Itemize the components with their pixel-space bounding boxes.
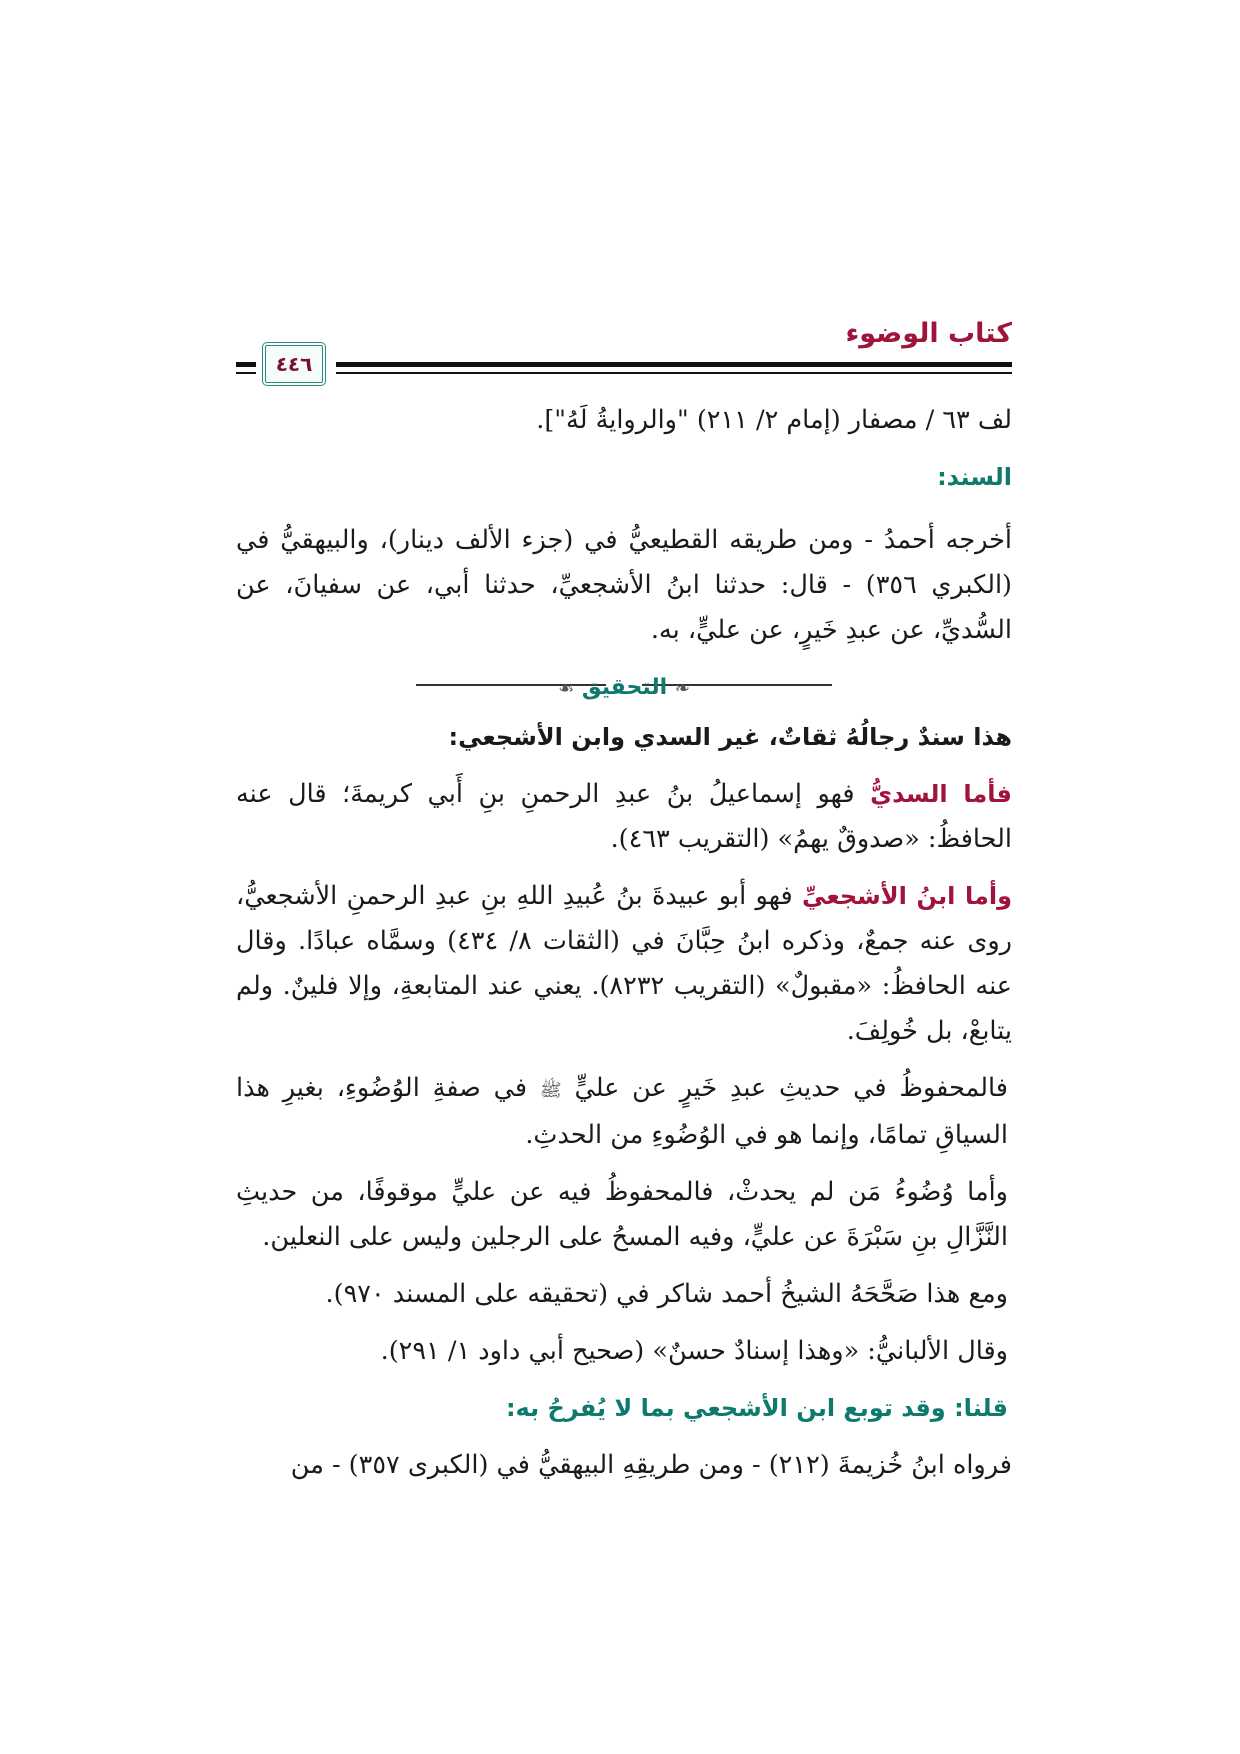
paragraph-ashjai — [236, 874, 1012, 1054]
paragraph-mahfuz-text-2: في صفةِ الوُضُوءِ، بغيرِ هذا السياقِ تمامًا، وإنما هو في الوُضُوءِ من الحدثِ. — [236, 1073, 1008, 1150]
tahqiq-divider — [236, 665, 1012, 705]
paragraph-mahfuz — [236, 1066, 1012, 1158]
honorific-glyph: ﷺ — [539, 1080, 562, 1101]
book-title: كتاب الوضوء — [845, 318, 1012, 349]
paragraph-suddi — [236, 772, 1012, 862]
paragraph-shakir: ومع هذا صَحَّحَهُ الشيخُ أحمد شاكر في (تحقيقه على المسند ٩٧٠). — [325, 1279, 1008, 1309]
header-rule-left — [236, 362, 256, 367]
header-rule-right — [336, 362, 1012, 367]
sanad-paragraph: أخرجه أحمدُ - ومن طريقه القطيعيُّ في (جزء الألف دينار)، والبيهقيُّ في (الكبري ٣٥٦) - قال: حدثنا ابنُ الأشجعيِّ، حدثنا أبي، عن سفيانَ، عن السُّديِّ، عن عبدِ خَيرٍ، عن عليٍّ، به. — [236, 525, 1013, 645]
header-rule-right-thin — [336, 372, 1012, 374]
paragraph-khuzayma: فرواه ابنُ خُزيمةَ (٢١٢) - ومن طريقِهِ البيهقيُّ في (الكبرى ٣٥٧) - من — [290, 1450, 1012, 1480]
page-number: ٤٤٦ — [275, 352, 313, 376]
paragraph-suddi-text: فهو إسماعيلُ بنُ عبدِ الرحمنِ بنِ أَبي كريمةَ؛ قال عنه الحافظُ: «صدوقٌ يهمُ» (التقريب ٤٦٣). — [236, 779, 1012, 854]
footnote-continuation: لف ٦٣ / مصفار (إمام ٢/ ٢١١) "والروايةُ لَهُ"]. — [536, 405, 1012, 435]
paragraph-ashjai-text: فهو أبو عبيدةَ بنُ عُبيدِ اللهِ بنِ عبدِ الرحمنِ الأشجعيُّ، روى عنه جمعٌ، وذكره ابنُ حِبَّانَ في (الثقات ٨/ ٤٣٤) وسمَّاه عبادًا. وقال عنه الحافظُ: «مقبولٌ» (التقريب ٨٢٣٢). يعني عند المتابعةِ، وإلا فلينٌ. ولم يتابعْ، بل خُولِفَ. — [236, 881, 1012, 1046]
tahqiq-heading — [558, 665, 690, 711]
page-header — [236, 318, 1012, 390]
paragraph-wudu: وأما وُضُوءُ مَن لم يحدثْ، فالمحفوظُ فيه عن عليٍّ موقوفًا، من حديثِ النَّزَّالِ بنِ سَبْرَةَ عن عليٍّ، وفيه المسحُ على الرجلين وليس على النعلين. — [236, 1177, 1008, 1252]
paragraph-mahfuz-text: فالمحفوظُ في حديثِ عبدِ خَيرٍ عن عليٍّ — [574, 1073, 1008, 1103]
page-body — [236, 398, 1012, 1500]
header-rule-left-thin — [236, 372, 256, 374]
highlight-ashjai: وأما ابنُ الأشجعيِّ — [802, 882, 1012, 910]
highlight-suddi: فأما السديُّ — [870, 780, 1012, 808]
qulna-heading: قلنا: وقد توبع ابن الأشجعي بما لا يُفرحُ به: — [505, 1394, 1008, 1422]
ornament-right-icon: ❧ — [674, 678, 690, 699]
sanad-heading: السند: — [937, 463, 1012, 491]
rijal-summary: هذا سندٌ رجالُهُ ثقاتٌ، غير السدي وابن الأشجعي: — [448, 723, 1012, 751]
paragraph-albani: وقال الألبانيُّ: «وهذا إسنادٌ حسنٌ» (صحيح أبي داود ١/ ٢٩١). — [380, 1336, 1008, 1366]
ornament-left-icon: ☙ — [558, 678, 575, 699]
page-number-badge — [262, 342, 326, 386]
tahqiq-label: التحقيق — [581, 675, 668, 700]
